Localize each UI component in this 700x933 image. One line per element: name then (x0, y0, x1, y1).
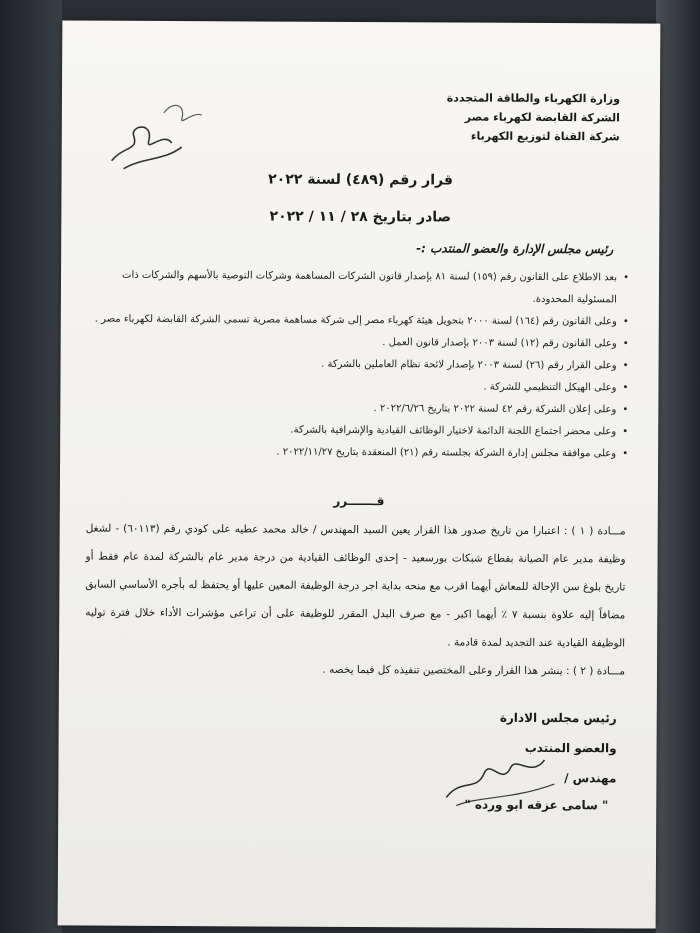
issue-date: صادر بتاريخ ٢٨ / ١١ / ٢٠٢٢ (269, 208, 452, 226)
letterhead (380, 88, 620, 146)
signatory-name: " سامى عزقه ابو ورده " (464, 797, 609, 813)
recital-item: • وعلى موافقة مجلس إدارة الشركة بجلسته رقم (٢١) المنعقدة بتاريخ ٢٠٢٢/١١/٢٧ . (86, 441, 628, 466)
decision-heading: قـــــــرر (333, 493, 385, 509)
signatory-title: مهندس / (564, 771, 617, 786)
addressee: رئيس مجلس الإدارة والعضو المنتدب :- (416, 241, 614, 257)
recital-item: • وعلى القانون رقم (١٦٤) لسنة ٢٠٠٠ بتحويل هيئة كهرباء مصر إلى شركة مساهمة مصرية تسمى الشركة القابضة لكهرباء مصر . (87, 309, 629, 334)
decision-articles (85, 515, 626, 686)
desk-background-left (0, 0, 62, 933)
recital-item: • وعلى القانون رقم (١٢) لسنة ٢٠٠٣ بإصدار قانون العمل . (87, 331, 629, 356)
desk-background-right (656, 0, 700, 933)
recital-item: • بعد الاطلاع على القانون رقم (١٥٩) لسنة ٨١ بإصدار قانون الشركات المساهمة وشركات التوصية بالأسهم والشركات ذات المسئولية المحدودة. (87, 265, 629, 312)
letterhead-distribution-company: شركة القناة لتوزيع الكهرباء (470, 129, 620, 144)
recital-item: • وعلى إعلان الشركة رقم ٤٢ لسنة ٢٠٢٢ بتاريخ ٢٠٢٢/٦/٢٦ . (86, 397, 628, 422)
signatory-role-md: والعضو المنتدب (524, 740, 617, 756)
recitals-list (86, 265, 629, 466)
article-1: مـــادة ( ١ ) : اعتبارا من تاريخ صدور هذا القرار يعين السيد المهندس / خالد محمد عطيه على كودي رقم (٦٠١١٣) - لشغل وظيفة مدير عام الصيانة بقطاع شبكات بورسعيد - إحدى الوظائف القيادية من درجة مدير عام بالشركة لمدة عام فقط أو تاريخ بلوغ سن الإحالة للمعاش أيهما اقرب مع منحه بداية اجر درجة الوظيفة المعين عليها أو يحتفظ له بأجره الأساسي السابق مضافاً إليه علاوة بنسبة ٧ ٪ أيهما اكبر - مع صرف البدل المقرر للوظيفة على أن تراعى مؤشرات الأداء خلال فترة توليه الوظيفة القيادية عند التجديد لمدة قادمة . (85, 522, 626, 650)
article-2: مـــادة ( ٢ ) : ينشر هذا القرار وعلى المختصين تنفيذه كل فيما يخصه . (322, 663, 626, 678)
signatory-role-chairman: رئيس مجلس الادارة (499, 710, 617, 726)
letterhead-holding-company: الشركة القابضة لكهرباء مصر (464, 110, 620, 125)
letterhead-ministry: وزارة الكهرباء والطاقة المتجددة (446, 91, 621, 106)
document-page (58, 20, 661, 928)
recital-item: • وعلى محضر اجتماع اللجنة الدائمة لاختيار الوظائف القيادية والإشرافية بالشركة. (86, 419, 628, 444)
handwritten-initials-icon (94, 91, 214, 182)
recital-item: • وعلى الهيكل التنظيمي للشركة . (86, 375, 628, 400)
recital-item: • وعلى القرار رقم (٢٦) لسنة ٢٠٠٣ بإصدار لائحة نظام العاملين بالشركة . (87, 353, 629, 378)
decision-title: قرار رقم (٤٨٩) لسنة ٢٠٢٢ (268, 171, 453, 189)
